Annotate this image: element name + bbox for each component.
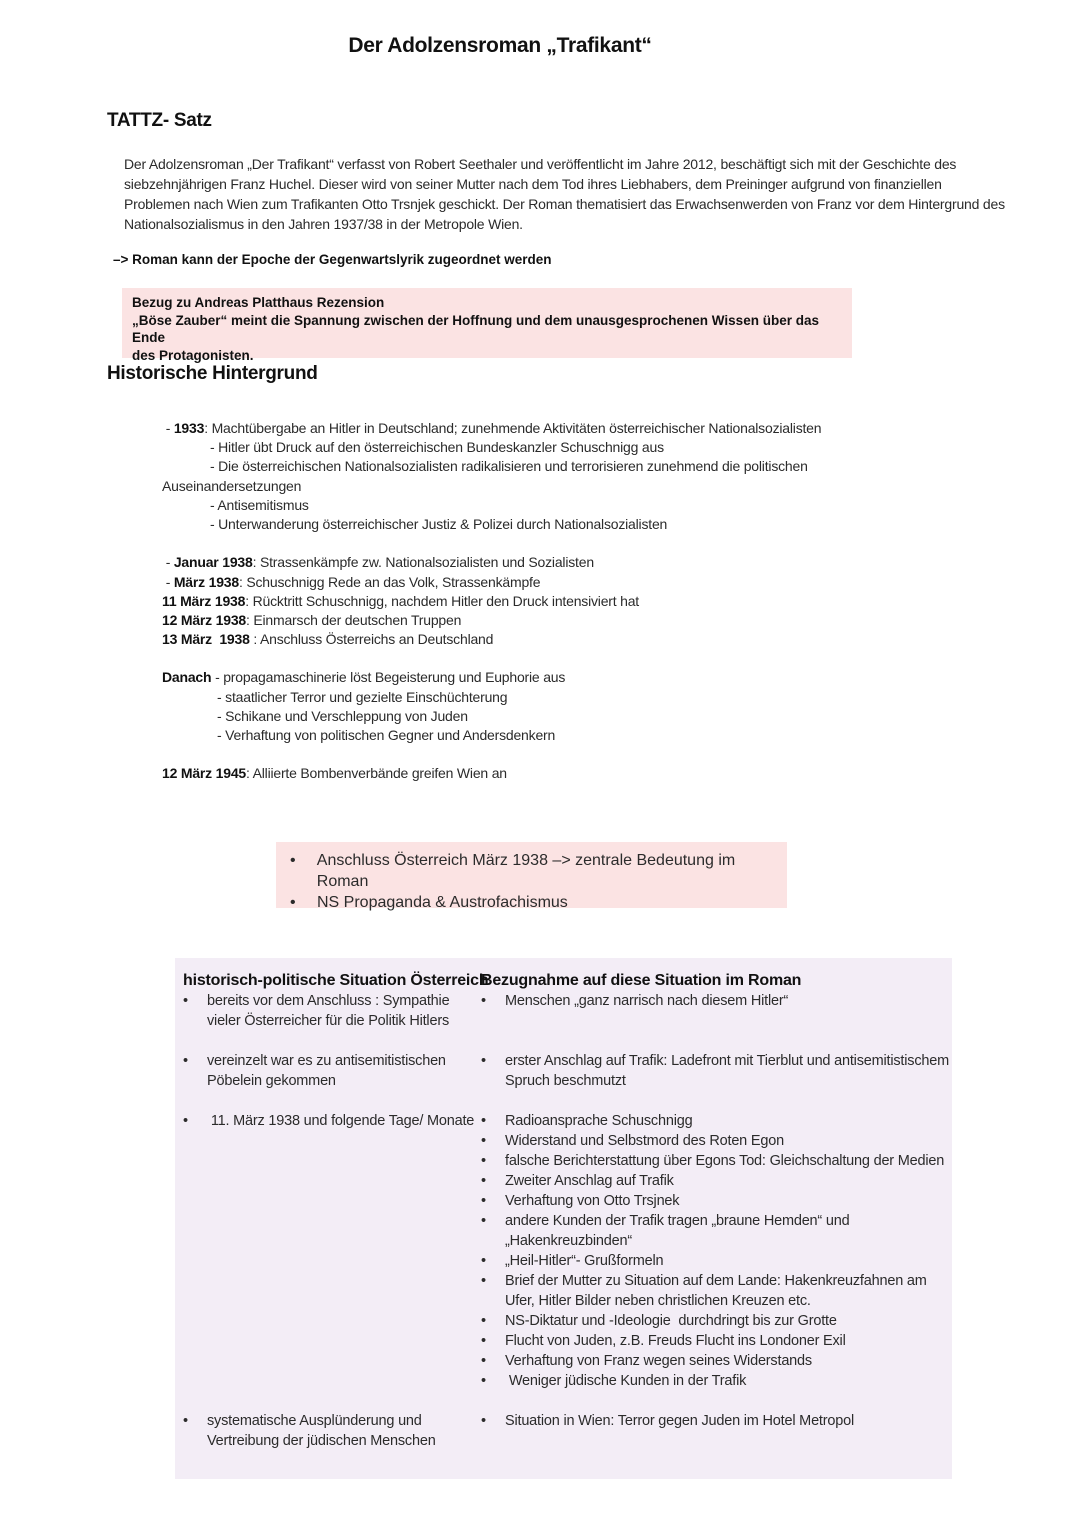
danach-item: - propagamaschinerie löst Begeisterung und Euphorie aus xyxy=(211,669,566,686)
history-entry-1933 xyxy=(162,419,962,438)
table-cell-line: 11. März 1938 und folgende Tage/ Monate xyxy=(207,1113,475,1129)
bullet-icon: • xyxy=(481,1253,486,1269)
bullet-icon: • xyxy=(481,1413,486,1429)
bullet-icon: • xyxy=(481,993,486,1009)
history-prefix: - xyxy=(162,420,174,436)
timeline-date: Januar 1938 xyxy=(173,554,253,571)
table-right-item xyxy=(481,1171,951,1191)
table-cell-line: Brief der Mutter zu Situation auf dem Lande: Hakenkreuzfahnen am xyxy=(505,1273,927,1289)
table-right-item xyxy=(481,1191,951,1211)
bullet-icon: • xyxy=(481,1113,486,1129)
timeline-date: 12 März 1945 xyxy=(162,765,246,782)
key-point xyxy=(290,850,787,892)
table-right-item xyxy=(481,1331,951,1351)
review-box-line: „Böse Zauber“ meint die Spannung zwischen der Hoffnung und dem unausgesprochenen Wissen über das Ende xyxy=(132,312,819,345)
bullet-icon: • xyxy=(183,1113,188,1129)
key-point-text: NS Propaganda & Austrofachismus xyxy=(317,894,568,911)
timeline-date: März 1938 xyxy=(173,573,239,590)
review-box-line: des Protagonisten. xyxy=(132,347,254,363)
history-subitem: - Die österreichischen Nationalsozialisten radikalisieren und terrorisieren zunehmend die politischen xyxy=(210,458,808,475)
key-points-box xyxy=(276,842,787,911)
table-cell-line: „Heil-Hitler“- Grußformeln xyxy=(505,1253,664,1269)
table-cell-line: „Hakenkreuzbinden“ xyxy=(505,1233,632,1249)
table-header-right: Bezugnahme auf diese Situation im Roman xyxy=(481,972,802,989)
bullet-icon: • xyxy=(290,894,296,911)
table-cell-line: Verhaftung von Otto Trsjnek xyxy=(505,1193,680,1209)
history-heading: Historische Hintergrund xyxy=(107,363,318,384)
timeline-entry xyxy=(162,573,962,592)
table-cell-line: Spruch beschmutzt xyxy=(505,1073,626,1089)
tattz-line: Problemen nach Wien zum Trafikanten Otto Trsnjek geschickt. Der Roman thematisiert das Erwachsenwerden von Franz vor dem Hintergrund des xyxy=(124,196,1005,212)
bullet-icon: • xyxy=(481,1153,486,1169)
table-right-list xyxy=(481,1111,951,1391)
tattz-line: siebzehnjährigen Franz Huchel. Dieser wird von seiner Mutter nach dem Tod ihres Liebhabers, dem Preininger aufgrund von finanziellen xyxy=(124,176,942,192)
timeline-text: : Rücktritt Schuschnigg, nachdem Hitler den Druck intensiviert hat xyxy=(245,592,639,609)
table-cell-line: Ufer, Hitler Bilder neben christlichen Kreuzen etc. xyxy=(505,1293,811,1309)
bullet-icon: • xyxy=(481,1333,486,1349)
tattz-line: Nationalsozialismus in den Jahren 1937/38 in der Metropole Wien. xyxy=(124,216,523,232)
history-subitem: - Hitler übt Druck auf den österreichischen Bundeskanzler Schuschnigg aus xyxy=(210,439,664,456)
table-right-item xyxy=(481,1251,951,1271)
danach-item: - Verhaftung von politischen Gegner und Andersdenkern xyxy=(217,727,556,743)
timeline-text: : Strassenkämpfe zw. Nationalsozialisten und Sozialisten xyxy=(252,554,594,571)
history-subitem: - Unterwanderung österreichischer Justiz & Polizei durch Nationalsozialisten xyxy=(210,515,668,532)
table-cell-line: bereits vor dem Anschluss : Sympathie xyxy=(207,993,450,1009)
table-cell-line: Weniger jüdische Kunden in der Trafik xyxy=(505,1373,747,1389)
table-right-item xyxy=(481,1411,951,1431)
timeline-entry xyxy=(162,553,962,572)
table-right-item xyxy=(481,1211,951,1251)
bullet-icon: • xyxy=(183,1413,188,1429)
history-section xyxy=(162,419,962,784)
danach-label: Danach xyxy=(162,669,212,686)
history-year: 1933 xyxy=(173,420,205,436)
tattz-paragraph xyxy=(124,154,1029,234)
table-right-item xyxy=(481,1311,951,1331)
table-right-item xyxy=(481,1351,951,1371)
table-right-item xyxy=(481,1131,951,1151)
timeline-prefix: - xyxy=(162,573,174,590)
review-box-title: Bezug zu Andreas Platthaus Rezension xyxy=(132,295,385,310)
danach-item: - Schikane und Verschleppung von Juden xyxy=(217,707,468,724)
timeline-date: 12 März 1938 xyxy=(162,611,246,628)
timeline-entry xyxy=(162,630,962,649)
bullet-icon: • xyxy=(481,1173,486,1189)
bullet-icon: • xyxy=(481,1353,486,1369)
timeline-entry xyxy=(162,592,962,611)
table-right-item xyxy=(481,1371,951,1391)
table-cell-line: vieler Österreicher für die Politik Hitlers xyxy=(207,1013,449,1029)
table-right-item xyxy=(481,1271,951,1311)
table-cell-line: Flucht von Juden, z.B. Freuds Flucht ins Londoner Exil xyxy=(505,1333,846,1349)
timeline-text: : Alliierte Bombenverbände greifen Wien an xyxy=(246,765,507,782)
bullet-icon: • xyxy=(290,852,296,869)
timeline-date: 11 März 1938 xyxy=(162,592,246,609)
timeline-entry xyxy=(162,611,962,630)
table-cell-line: Zweiter Anschlag auf Trafik xyxy=(505,1173,674,1189)
table-cell-line: NS-Diktatur und -Ideologie durchdringt bis zur Grotte xyxy=(505,1313,837,1329)
page-title: Der Adolzensroman „Trafikant“ xyxy=(348,34,652,57)
key-point-text: Anschluss Österreich März 1938 –> zentrale Bedeutung im Roman xyxy=(316,852,736,890)
table-cell-line: Vertreibung der jüdischen Menschen xyxy=(207,1433,436,1449)
table-cell-line: Radioansprache Schuschnigg xyxy=(505,1113,693,1129)
epoch-note: –> Roman kann der Epoche der Gegenwartslyrik zugeordnet werden xyxy=(113,252,552,267)
table-header-left: historisch-politische Situation Österreich xyxy=(183,972,489,989)
table-left-item xyxy=(183,1051,483,1091)
history-text: : Machtübergabe an Hitler in Deutschland; zunehmende Aktivitäten österreichischer Nationalsozialisten xyxy=(204,420,822,436)
table-cell-line: Widerstand und Selbstmord des Roten Egon xyxy=(505,1133,784,1149)
timeline-date: 13 März 1938 xyxy=(162,631,250,648)
table-cell-line: vereinzelt war es zu antisemitistischen xyxy=(207,1053,446,1069)
bullet-icon: • xyxy=(481,1273,486,1289)
bullet-icon: • xyxy=(481,1373,486,1389)
bullet-icon: • xyxy=(481,1213,486,1229)
key-point xyxy=(290,892,787,913)
danach-item: - staatlicher Terror und gezielte Einschüchterung xyxy=(217,688,508,705)
bullet-icon: • xyxy=(481,1313,486,1329)
table-right-item xyxy=(481,1111,951,1131)
bullet-icon: • xyxy=(183,993,188,1009)
table-left-item xyxy=(183,1411,483,1451)
table-right-item xyxy=(481,1151,951,1171)
table-col-right xyxy=(481,970,961,992)
table-right-item xyxy=(481,1051,951,1091)
history-subitem: - Antisemitismus xyxy=(210,496,309,513)
table-cell-line: Situation in Wien: Terror gegen Juden im Hotel Metropol xyxy=(505,1413,855,1429)
bullet-icon: • xyxy=(481,1053,486,1069)
timeline-text: : Schuschnigg Rede an das Volk, Strassenkämpfe xyxy=(238,573,541,590)
table-cell-line: Verhaftung von Franz wegen seines Widerstands xyxy=(505,1353,812,1369)
timeline-text: : Anschluss Österreichs an Deutschland xyxy=(249,631,494,648)
table-cell-line: andere Kunden der Trafik tragen „braune Hemden“ und xyxy=(505,1213,850,1229)
bullet-icon: • xyxy=(481,1193,486,1209)
table-cell-line: erster Anschlag auf Trafik: Ladefront mit Tierblut und antisemitistischem xyxy=(505,1053,949,1069)
table-col-left xyxy=(183,970,489,992)
timeline-prefix: - xyxy=(162,554,174,571)
tattz-heading: TATTZ- Satz xyxy=(107,110,212,131)
table-cell-line: Pöbelein gekommen xyxy=(207,1073,336,1089)
table-right-item xyxy=(481,991,951,1011)
table-cell-line: falsche Berichterstattung über Egons Tod: Gleichschaltung der Medien xyxy=(505,1153,945,1169)
bullet-icon: • xyxy=(183,1053,188,1069)
table-left-item xyxy=(183,1111,483,1131)
danach-entry xyxy=(162,668,962,687)
tattz-line: Der Adolzensroman „Der Trafikant“ verfasst von Robert Seethaler und veröffentlicht im Jahre 2012, beschäftigt sich mit der Geschichte des xyxy=(124,156,957,172)
bullet-icon: • xyxy=(481,1133,486,1149)
table-cell-line: Menschen „ganz narrisch nach diesem Hitler“ xyxy=(505,993,789,1009)
timeline-text: : Einmarsch der deutschen Truppen xyxy=(246,611,462,628)
history-subitem-wrap: Auseinandersetzungen xyxy=(162,477,302,494)
table-left-item xyxy=(183,991,483,1031)
timeline-entry-1945 xyxy=(162,764,962,783)
review-box xyxy=(122,288,852,363)
table-cell-line: systematische Ausplünderung und xyxy=(207,1413,422,1429)
